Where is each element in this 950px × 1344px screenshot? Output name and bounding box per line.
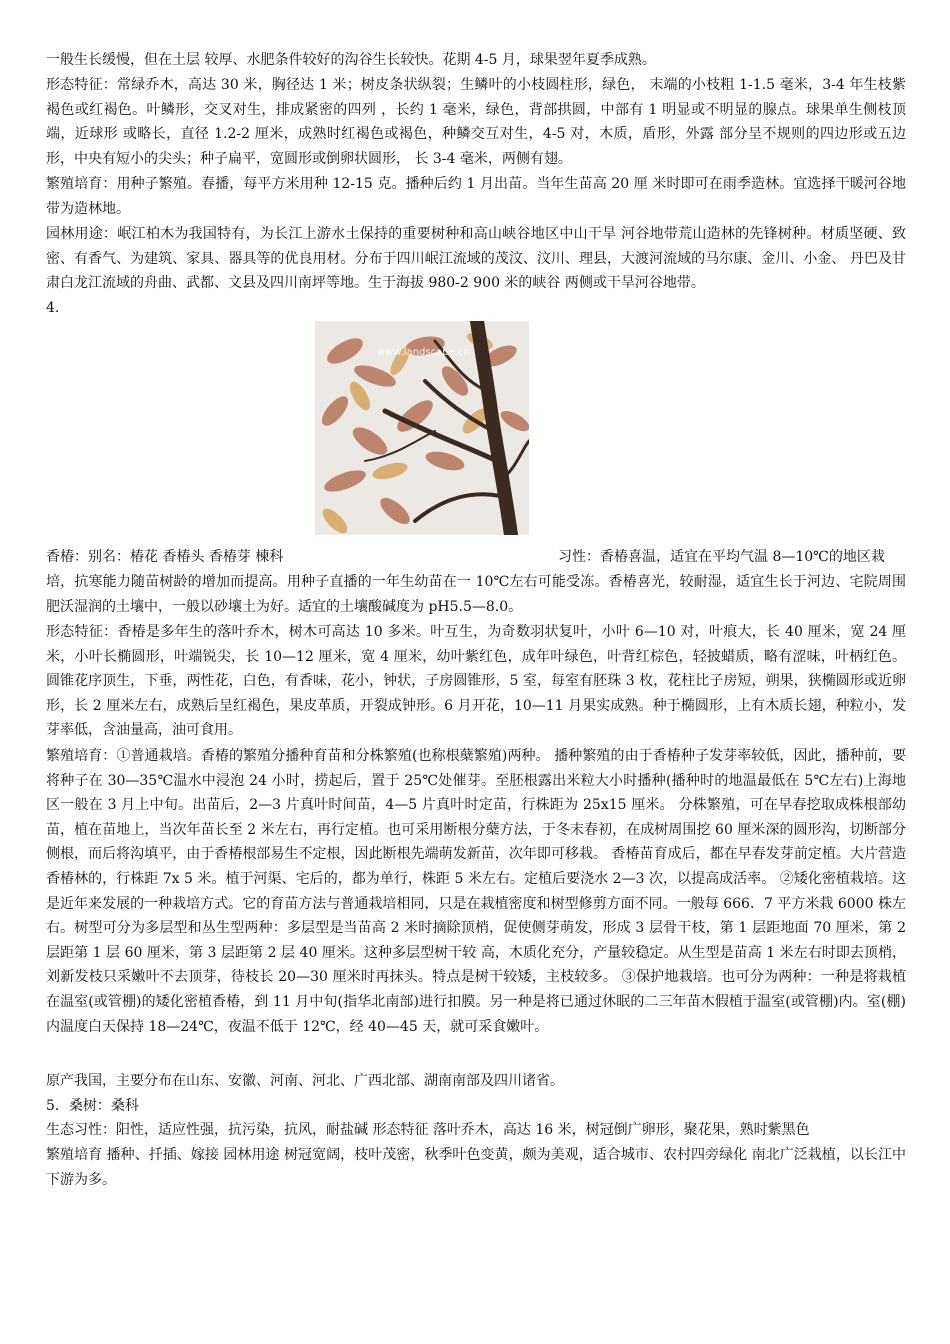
tree-photo-icon — [315, 321, 529, 535]
tree-photo — [315, 321, 529, 535]
paragraph-landscape-use-cypress: 园林用途：岷江柏木为我国特有，为长江上游水土保持的重要树种和高山峡谷地区中山干旱 河谷地带荒山造林的先锋树种。材质坚硬、致密、有香气、为建筑、家具、器具等的优良用材。分布于四川岷江流域的茂汶、汶川、理县，大渡河流域的马尔康、金川、小金、 丹巴及甘肃白龙江流域的舟曲、武都、文县及四川南坪等地。生于海拔 980-2 900 米的峡谷 两侧或干旱河谷地带。 — [46, 226, 906, 292]
paragraph-propagation-xiangchun: 繁殖培育：①普通栽培。香椿的繁殖分播种育苗和分株繁殖(也称根蘖繁殖)两种。 播种繁殖的由于香椿种子发芽率较低，因此，播种前，要将种子在 30—35℃温水中浸泡 24 小时，捞起后，置于 25℃处催芽。至胚根露出米粒大小时播种(播种时的地温最低在 5℃左右)上海地区一般在 3 月上中旬。出苗后，2—3 片真叶时间苗，4—5 片真叶时定苗，行株距为 25x15 厘米。 分株繁殖，可在早春挖取成株根部幼苗，植在苗地上，当次年苗长至 2 米左右，再行定植。也可采用断根分蘖方法，于冬末春初，在成树周围挖 60 厘米深的圆形沟，切断部分侧根，而后将沟填平，由于香椿根部易生不定根，因此断根先端萌发新苗，次年即可移栽。 香椿苗育成后，都在早春发芽前定植。大片营造香椿林的，行株距 7x 5 米。植于河渠、宅后的，都为单行，株距 5 米左右。定植后要浇水 2—3 次，以提高成活率。 ②矮化密植栽培。这是近年来发展的一种栽培方式。它的育苗方法与普通栽培相同，只是在栽植密度和树型修剪方面不同。一般每 666．7 平方米栽 6000 株左右。树型可分为多层型和丛生型两种：多层型是当苗高 2 米时摘除顶梢，促使侧芽萌发，形成 3 层骨干枝，第 1 层距地面 70 厘米，第 2 层距第 1 层 60 厘米，第 3 层距第 2 层 40 厘米。这种多层型树干较 高，木质化充分，产量较稳定。从生型是苗高 1 米左右时即去顶梢，刘新发枝只采嫩叶不去顶芽，待枝长 20—30 厘米时再抹头。特点是树干较矮，主枝较多。 ③保护地栽培。也可分为两种：一种是将栽植在温室(或管棚)的矮化密植香椿，到 11 月中旬(指华北南部)进行扣膜。另一种是将已通过休眠的二三年苗木假植于温室(或管棚)内。室(棚)内温度白天保持 18—24℃，夜温不低于 12℃，经 40—45 天，就可采食嫩叶。 — [46, 748, 906, 1035]
paragraph-propagation-cypress: 繁殖培育：用种子繁殖。春播，每平方米用种 12-15 克。播种后约 1 月出苗。当年生苗高 20 厘 米时即可在雨季造林。宜选择干暖河谷地带为造林地。 — [46, 176, 906, 217]
paragraph-propagation-mulberry: 繁殖培育 播种、扦插、嫁接 园林用途 树冠宽阔，枝叶茂密，秋季叶色变黄，颇为美观，适合城市、农村四旁绿化 南北广泛栽植，以长江中下游为多。 — [46, 1147, 906, 1188]
paragraph-morphology-xiangchun: 形态特征：香椿是多年生的落叶乔木，树木可高达 10 多米。叶互生，为奇数羽状复叶，小叶 6—10 对，叶痕大，长 40 厘米，宽 24 厘米，小叶长椭圆形，叶端锐尖，长 10—12 厘米，宽 4 厘米，幼叶紫红色，成年叶绿色，叶背红棕色，轻披蜡质，略有涩味，叶柄红色。圆锥花序顶生，下垂，两性花，白色，有香味，花小，钟状，子房圆锥形，5 室，每室有胚珠 3 枚，花柱比子房短，朔果，狭椭圆形或近卵形，长 2 厘米左右，成熟后呈红褐色，果皮革质，开裂成钟形。6 月开花，10—11 月果实成熟。种于椭圆形，上有木质长翅，种粒小，发芽率低，含油量高，油可食用。 — [46, 624, 906, 739]
paragraph-ecology-mulberry: 生态习性：阳性，适应性强，抗污染，抗风，耐盐碱 形态特征 落叶乔木，高达 16 米，树冠倒广卵形，聚花果，熟时紫黑色 — [46, 1122, 810, 1138]
xiangchun-alias: 香椿：别名：椿花 香椿头 香椿芽 楝科 — [46, 549, 284, 565]
paragraph-growth: 一般生长缓慢，但在土层 较厚、水肥条件较好的沟谷生长较快。花期 4-5 月，球果翌年夏季成熟。 — [46, 52, 656, 68]
photo-watermark: www.landscape.cn — [377, 347, 470, 358]
paragraph-habit-xiangchun: 培，抗寒能力随苗树龄的增加而提高。用种子直播的一年生幼苗在一 10℃左右可能受冻。香椿喜光，较耐湿，适宜生长于河边、宅院周围肥沃湿润的土壤中，一般以砂壤土为好。适宜的土壤酸碱度为 pH5.5—8.0。 — [46, 574, 906, 615]
paragraph-distribution-xiangchun: 原产我国，主要分布在山东、安徽、河南、河北、广西北部、湖南南部及四川诸省。 — [46, 1073, 564, 1089]
paragraph-morphology-cypress: 形态特征：常绿乔木，高达 30 米，胸径达 1 米；树皮条状纵裂；生鳞叶的小枝圆柱形，绿色， 末端的小枝粗 1-1.5 毫米，3-4 年生枝紫褐色或红褐色。叶鳞形，交叉对生，排成紧密的四列 ，长约 1 毫米，绿色，背部拱圆，中部有 1 明显或不明显的腺点。球果单生侧枝顶端，近球形 或略长，直径 1.2-2 厘米，成熟时红褐色或褐色，种鳞交互对生，4-5 对，木质，盾形，外露 部分呈不规则的四边形或五边形，中央有短小的尖头；种子扁平，宽圆形或倒卵状圆形， 长 3-4 毫米，两侧有翅。 — [46, 77, 906, 167]
xiangchun-habit-start: 习性：香椿喜温，适宜在平均气温 8—10℃的地区栽 — [558, 549, 885, 565]
section-number-4: 4. — [46, 300, 60, 316]
xiangchun-heading-line — [46, 545, 906, 569]
section-heading-mulberry: 5．桑树：桑科 — [46, 1098, 139, 1114]
